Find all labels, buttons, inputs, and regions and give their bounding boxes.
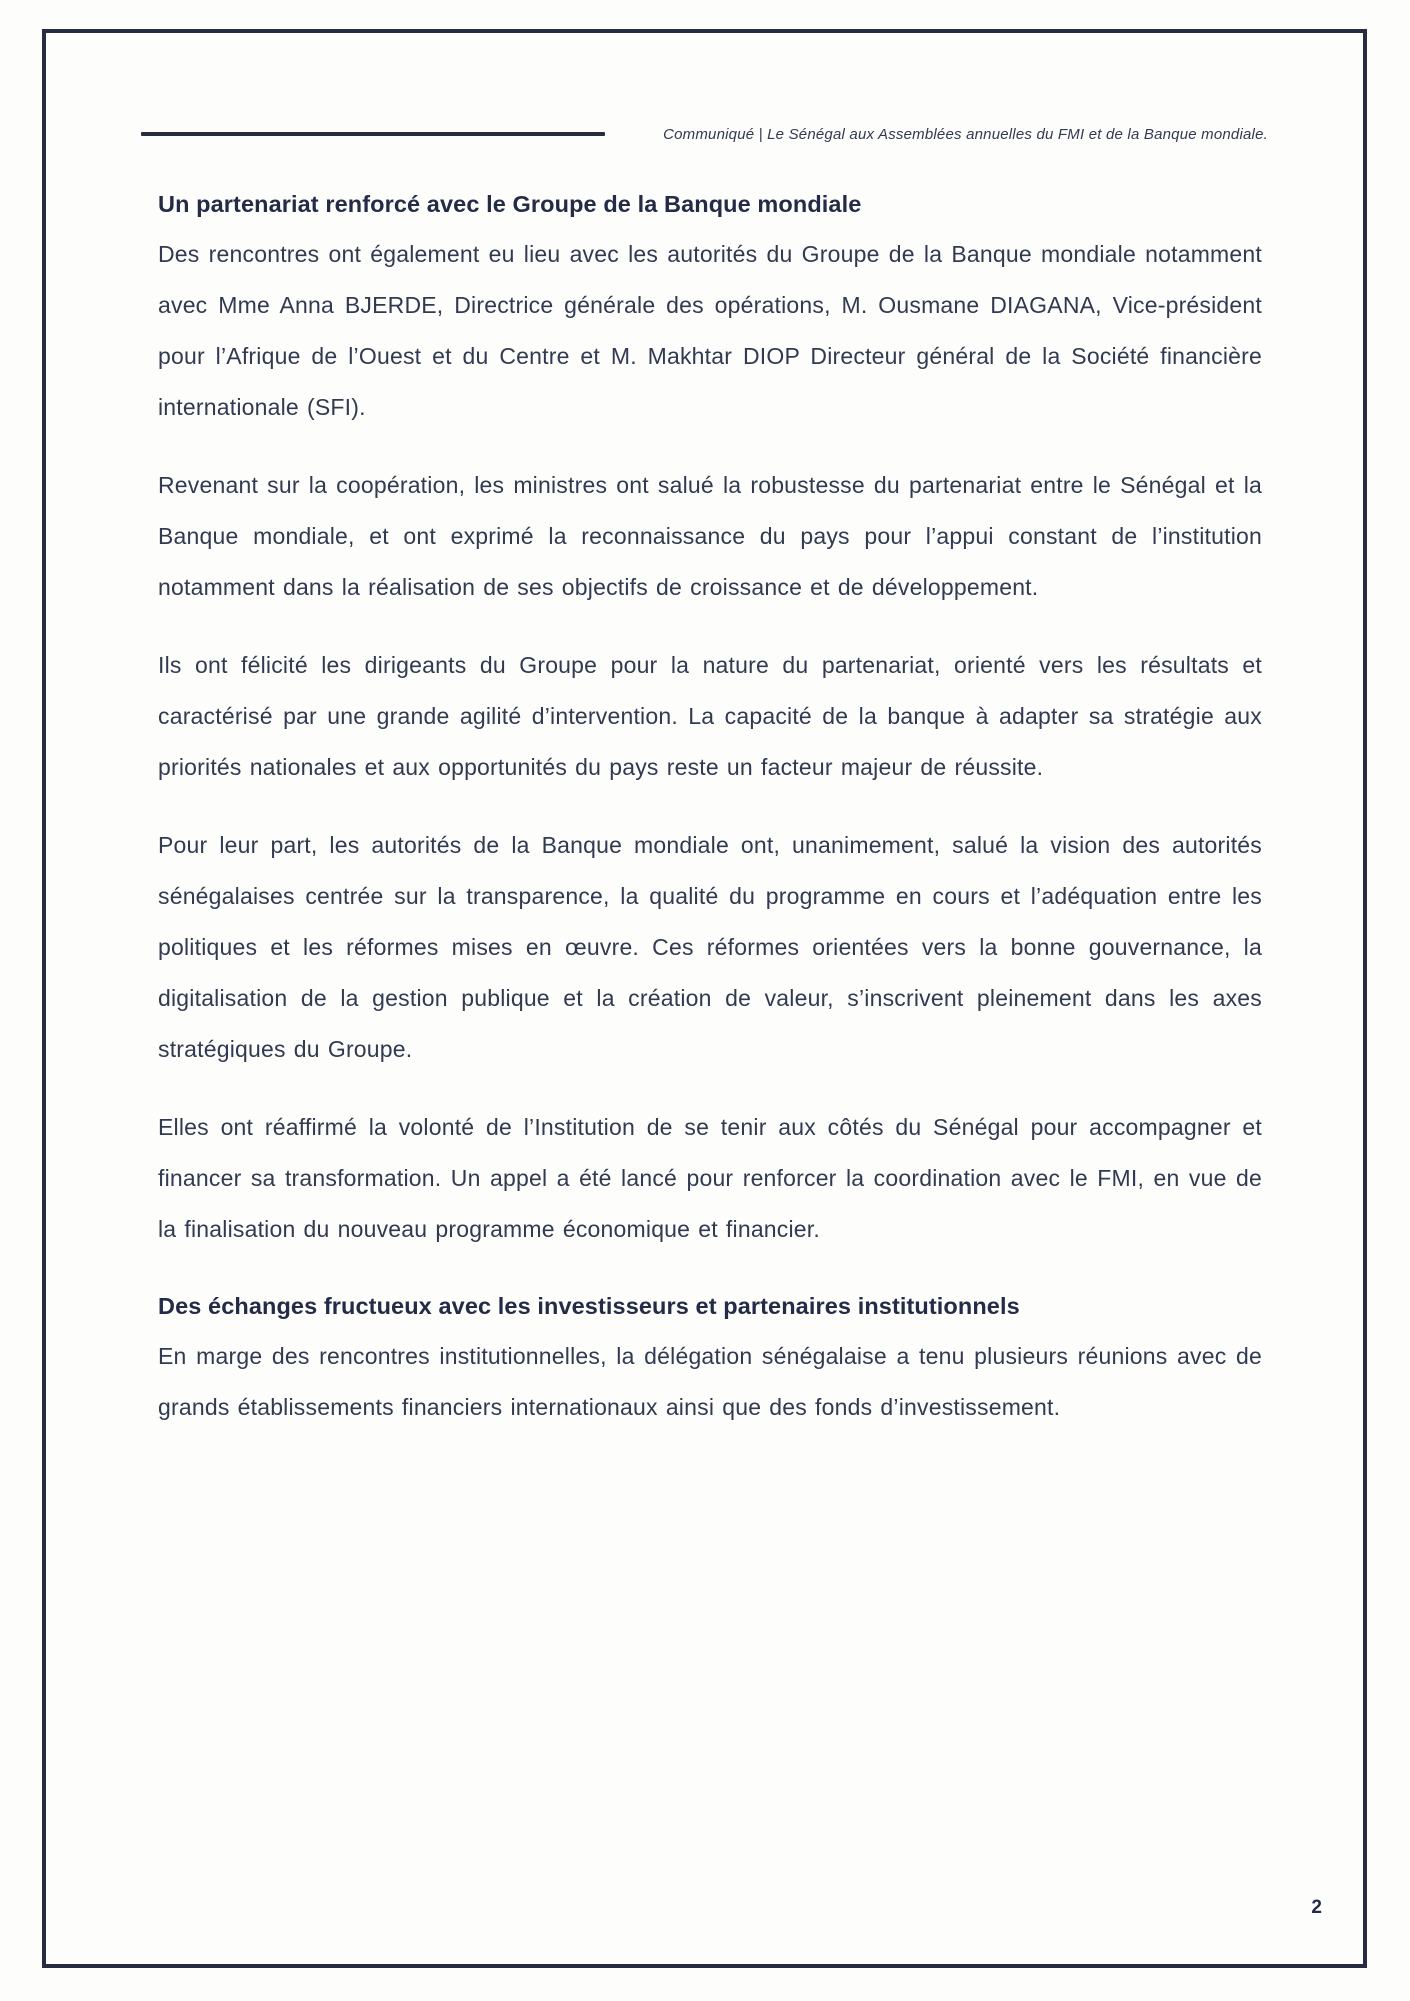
section-heading: Des échanges fructueux avec les investisseurs et partenaires institutionnels (158, 1293, 1020, 1319)
body-paragraph: Elles ont réaffirmé la volonté de l’Institution de se tenir aux côtés du Sénégal pour accompagner et financer sa transformation. Un appel a été lancé pour renforcer la coordination avec le FMI, en vue de la finalisation du nouveau programme économique et financier. (158, 1114, 1262, 1242)
page-number: 2 (1311, 1897, 1322, 1918)
running-header-title: Communiqué | Le Sénégal aux Assemblées annuelles du FMI et de la Banque mondiale. (663, 125, 1268, 143)
body-paragraph: Pour leur part, les autorités de la Banque mondiale ont, unanimement, salué la vision des autorités sénégalaises centrée sur la transparence, la qualité du programme en cours et l’adéquation entre les politiques et les réformes mises en œuvre. Ces réformes orientées vers la bonne gouvernance, la digitalisation de la gestion publique et la création de valeur, s’inscrivent pleinement dans les axes stratégiques du Groupe. (158, 832, 1262, 1062)
header-rule (141, 132, 605, 136)
section-heading: Un partenariat renforcé avec le Groupe de la Banque mondiale (158, 191, 862, 217)
body-paragraph: Des rencontres ont également eu lieu avec les autorités du Groupe de la Banque mondiale notamment avec Mme Anna BJERDE, Directrice générale des opérations, M. Ousmane DIAGANA, Vice-président pour l’Afrique de l’Ouest et du Centre et M. Makhtar DIOP Directeur général de la Société financière internationale (SFI). (158, 241, 1262, 420)
body-paragraph: Ils ont félicité les dirigeants du Groupe pour la nature du partenariat, orienté vers les résultats et caractérisé par une grande agilité d’intervention. La capacité de la banque à adapter sa stratégie aux priorités nationales et aux opportunités du pays reste un facteur majeur de réussite. (158, 652, 1262, 780)
body-paragraph: Revenant sur la coopération, les ministres ont salué la robustesse du partenariat entre le Sénégal et la Banque mondiale, et ont exprimé la reconnaissance du pays pour l’appui constant de l’institution notamment dans la réalisation de ses objectifs de croissance et de développement. (158, 472, 1262, 600)
document-body (158, 180, 1262, 1460)
body-paragraph: En marge des rencontres institutionnelles, la délégation sénégalaise a tenu plusieurs réunions avec de grands établissements financiers internationaux ainsi que des fonds d’investissement. (158, 1343, 1262, 1420)
document-header (141, 112, 1268, 156)
